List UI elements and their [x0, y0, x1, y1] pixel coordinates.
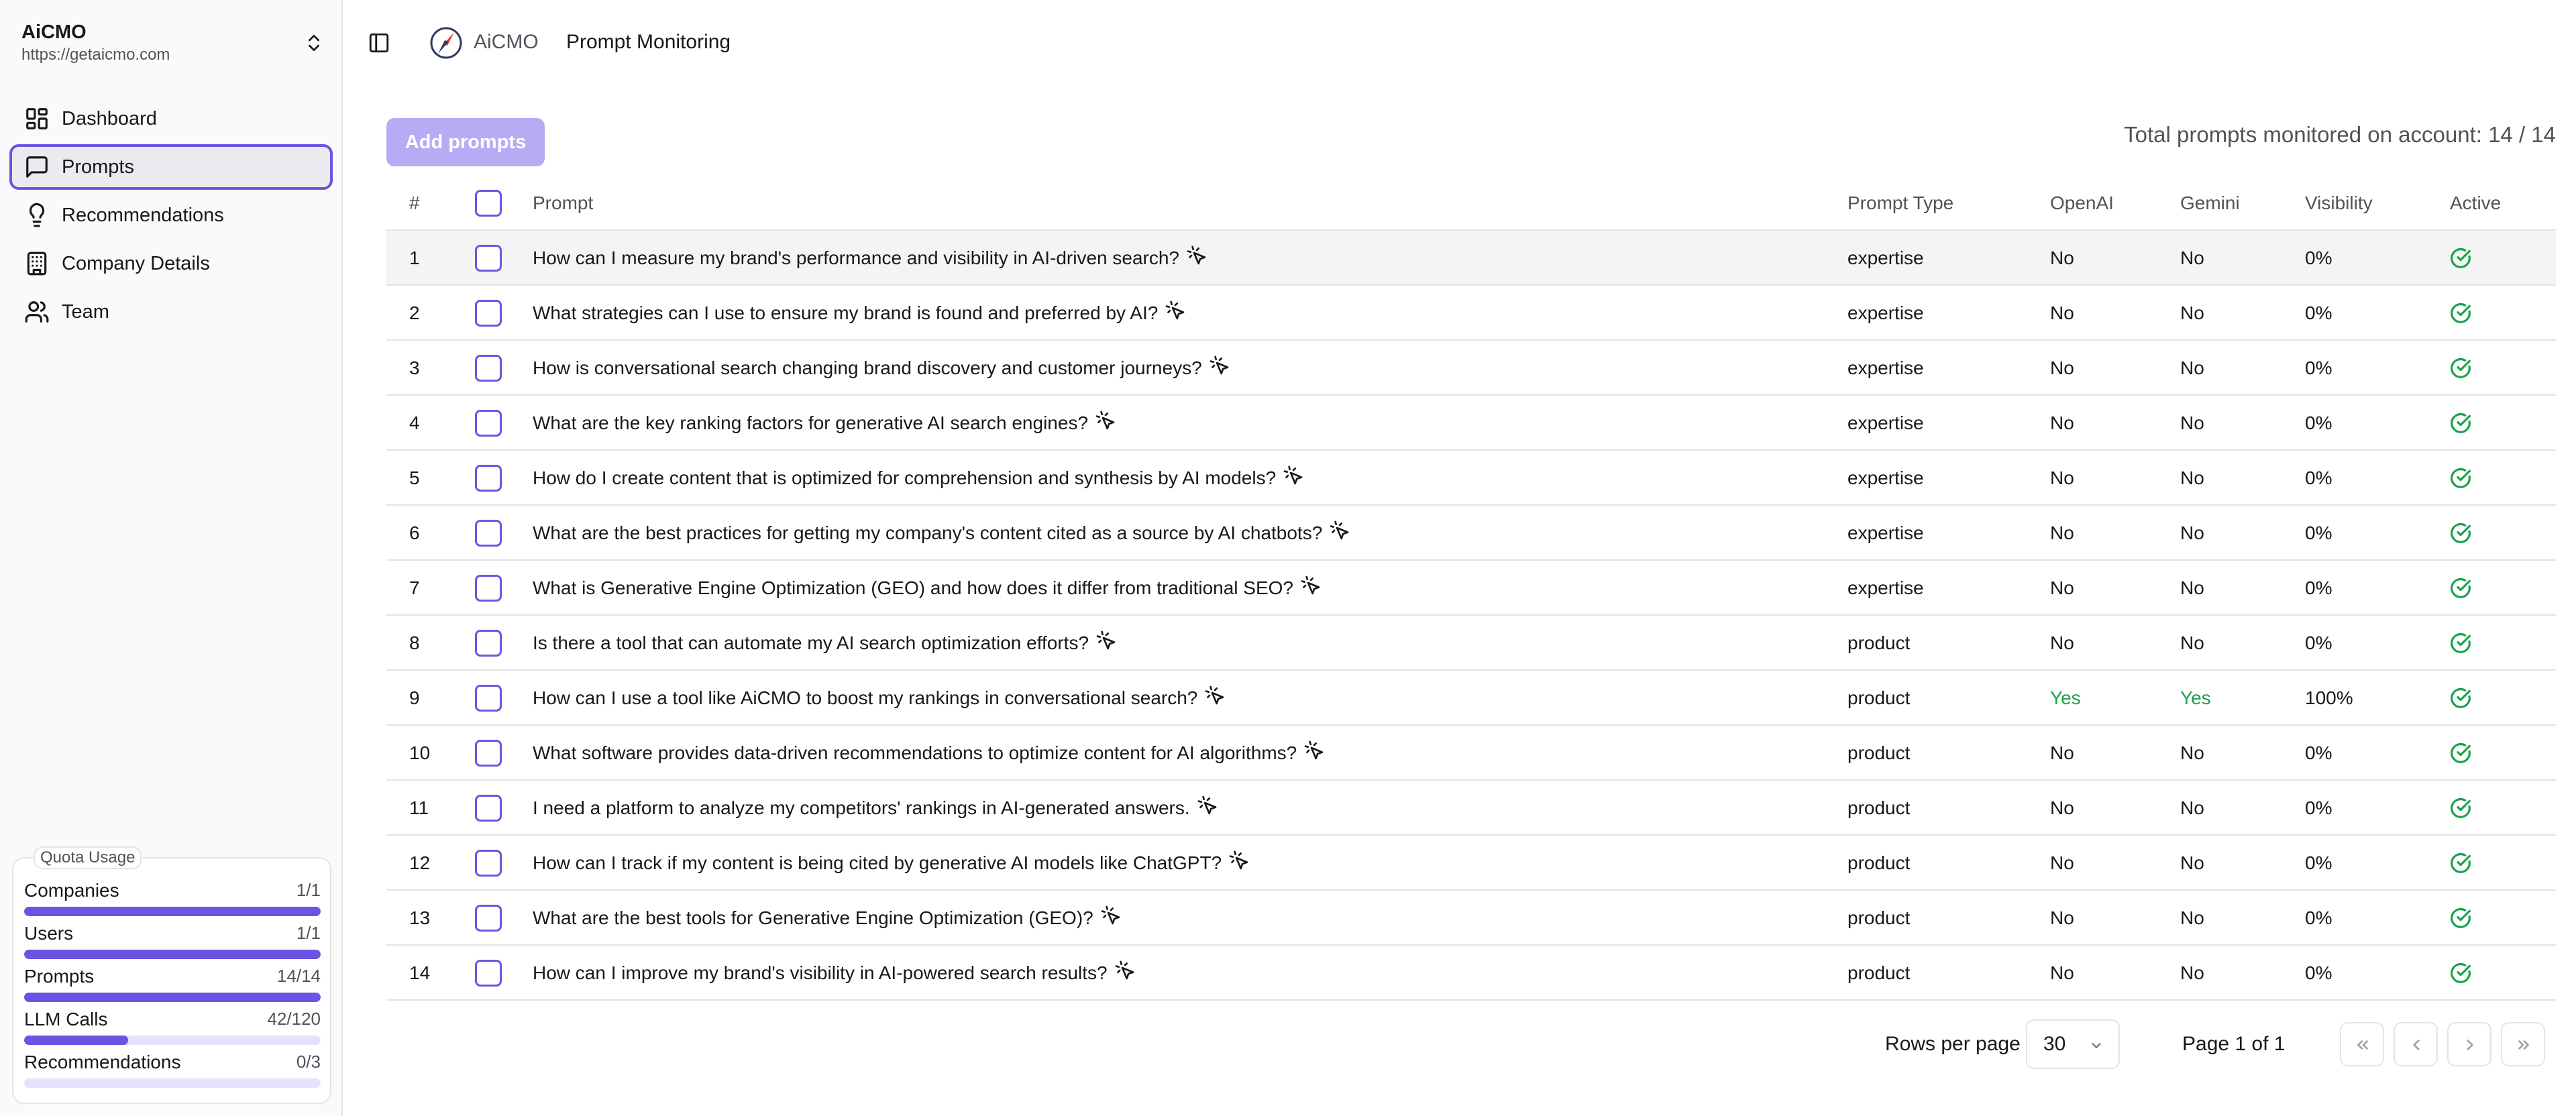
prompt-cell [533, 231, 1208, 286]
prompts-table [386, 176, 2556, 1001]
prompt-type-cell: expertise [1847, 247, 1924, 268]
quota-name: Companies [24, 880, 119, 901]
gemini-cell: No [2180, 412, 2204, 433]
gemini-cell: No [2180, 467, 2204, 488]
openai-cell: No [2050, 632, 2074, 653]
active-check-icon[interactable] [2450, 687, 2471, 709]
prompt-cell [533, 781, 1218, 836]
row-select-cell [475, 561, 502, 616]
row-checkbox[interactable] [475, 520, 502, 547]
openai-cell: No [2050, 357, 2074, 378]
table-row[interactable] [386, 781, 2556, 836]
row-number: 1 [409, 247, 420, 268]
active-check-icon[interactable] [2450, 742, 2471, 764]
active-check-icon[interactable] [2450, 797, 2471, 819]
page-title: Prompt Monitoring [566, 31, 731, 53]
prompt-type-cell: product [1847, 852, 1911, 873]
openai-cell: No [2050, 577, 2074, 598]
sparkle-icon [1283, 465, 1304, 486]
column-header-gemini[interactable]: Gemini [2180, 192, 2240, 213]
active-check-icon[interactable] [2450, 522, 2471, 544]
row-select-cell [475, 616, 502, 671]
chevrons-left-icon [2354, 1036, 2371, 1054]
row-select-cell [475, 231, 502, 286]
sidebar-item-label: Prompts [62, 156, 134, 178]
visibility-cell: 0% [2305, 632, 2332, 653]
users-icon [24, 299, 50, 325]
gemini-cell: No [2180, 522, 2204, 543]
prompt-type-cell: expertise [1847, 357, 1924, 378]
quota-name: LLM Calls [24, 1009, 108, 1029]
prompt-text: What are the key ranking factors for generative AI search engines? [533, 412, 1089, 433]
visibility-cell: 0% [2305, 357, 2332, 378]
active-check-icon[interactable] [2450, 907, 2471, 929]
row-checkbox[interactable] [475, 465, 502, 492]
prompt-type-cell: product [1847, 632, 1911, 653]
next-page-button[interactable] [2447, 1022, 2491, 1066]
sidebar-item-dashboard[interactable] [9, 96, 333, 142]
sidebar-item-label: Recommendations [62, 204, 224, 226]
openai-cell: No [2050, 907, 2074, 928]
row-select-cell [475, 781, 502, 836]
org-name: AiCMO [21, 21, 87, 43]
quota-progress-bar [24, 1036, 321, 1045]
sparkle-icon [1114, 960, 1136, 981]
active-check-icon[interactable] [2450, 467, 2471, 489]
column-header-visibility[interactable]: Visibility [2305, 192, 2373, 213]
prompt-cell [533, 341, 1230, 396]
prompt-type-cell: product [1847, 742, 1911, 763]
openai-cell: Yes [2050, 687, 2081, 708]
table-row[interactable] [386, 726, 2556, 781]
table-row[interactable] [386, 561, 2556, 616]
row-checkbox[interactable] [475, 905, 502, 932]
prompt-cell [533, 396, 1116, 451]
rows-per-page-label: Rows per page [1885, 1033, 2021, 1055]
row-number: 5 [409, 467, 420, 488]
top-bar [344, 0, 2576, 86]
row-number: 6 [409, 522, 420, 543]
prompt-text: What strategies can I use to ensure my brand is found and preferred by AI? [533, 302, 1159, 323]
sparkle-icon [1209, 355, 1230, 376]
row-select-cell [475, 451, 502, 506]
row-checkbox[interactable] [475, 740, 502, 767]
row-number: 10 [409, 742, 431, 763]
chevron-down-icon [2089, 1038, 2104, 1053]
prompt-text: What are the best practices for getting my company's content cited as a source by AI chatbots? [533, 522, 1323, 543]
row-checkbox[interactable] [475, 960, 502, 987]
quota-count: 1/1 [296, 923, 321, 943]
prompt-cell [533, 671, 1226, 726]
quota-count: 14/14 [276, 966, 321, 986]
quota-progress-bar [24, 1078, 321, 1088]
prompt-cell [533, 836, 1250, 891]
sidebar-item-label: Company Details [62, 252, 210, 274]
row-checkbox[interactable] [475, 575, 502, 602]
gemini-cell: Yes [2180, 687, 2211, 708]
row-number: 11 [409, 797, 429, 818]
prompt-type-cell: expertise [1847, 412, 1924, 433]
sparkle-icon [1228, 850, 1250, 871]
table-row[interactable] [386, 231, 2556, 286]
prompt-cell [533, 451, 1304, 506]
sidebar-item-label: Team [62, 300, 109, 323]
brand-name: AiCMO [474, 31, 539, 53]
prompt-text: How can I improve my brand's visibility in AI-powered search results? [533, 962, 1108, 983]
quota-item-llm-calls [24, 1009, 321, 1050]
previous-page-button[interactable] [2394, 1022, 2438, 1066]
visibility-cell: 0% [2305, 247, 2332, 268]
lightbulb-icon [24, 203, 50, 228]
active-check-icon[interactable] [2450, 302, 2471, 324]
gemini-cell: No [2180, 742, 2204, 763]
table-row[interactable] [386, 286, 2556, 341]
visibility-cell: 0% [2305, 797, 2332, 818]
table-row[interactable] [386, 891, 2556, 946]
sidebar-nav [9, 96, 333, 337]
sidebar-toggle-icon[interactable] [368, 32, 390, 54]
sidebar-item-company-details[interactable] [9, 241, 333, 286]
prompt-text: How can I measure my brand's performance and visibility in AI-driven search? [533, 247, 1179, 268]
prompt-type-cell: product [1847, 962, 1911, 983]
active-check-icon[interactable] [2450, 412, 2471, 434]
prompt-text: What software provides data-driven recommendations to optimize content for AI algorithms? [533, 742, 1297, 763]
openai-cell: No [2050, 522, 2074, 543]
quota-count: 0/3 [296, 1052, 321, 1072]
select-all-checkbox[interactable] [475, 190, 502, 217]
row-checkbox[interactable] [475, 685, 502, 712]
table-body [386, 231, 2556, 1001]
sidebar-item-prompts[interactable] [9, 144, 333, 190]
active-check-icon[interactable] [2450, 577, 2471, 599]
prompt-text: I need a platform to analyze my competitors' rankings in AI-generated answers. [533, 797, 1190, 818]
row-checkbox[interactable] [475, 245, 502, 272]
chevron-up-down-icon [303, 32, 325, 54]
row-select-cell [475, 506, 502, 561]
prompt-type-cell: expertise [1847, 577, 1924, 598]
table-header [386, 176, 2556, 231]
rows-per-page-select[interactable] [2026, 1019, 2120, 1069]
row-checkbox[interactable] [475, 300, 502, 327]
table-row[interactable] [386, 616, 2556, 671]
prompt-text: How do I create content that is optimized for comprehension and synthesis by AI models? [533, 467, 1277, 488]
row-number: 14 [409, 962, 431, 983]
prompt-text: Is there a tool that can automate my AI search optimization efforts? [533, 632, 1089, 653]
row-checkbox[interactable] [475, 355, 502, 382]
openai-cell: No [2050, 962, 2074, 983]
sparkle-icon [1204, 685, 1226, 706]
quota-name: Users [24, 923, 74, 944]
visibility-cell: 0% [2305, 742, 2332, 763]
quota-progress-fill [24, 950, 321, 959]
quota-item-recommendations [24, 1052, 321, 1093]
prompt-cell [533, 561, 1322, 616]
row-select-cell [475, 726, 502, 781]
active-check-icon[interactable] [2450, 632, 2471, 654]
row-select-cell [475, 836, 502, 891]
row-number: 9 [409, 687, 420, 708]
prompt-type-cell: product [1847, 687, 1911, 708]
row-select-cell [475, 396, 502, 451]
openai-cell: No [2050, 467, 2074, 488]
gemini-cell: No [2180, 852, 2204, 873]
column-header-openai[interactable]: OpenAI [2050, 192, 2114, 213]
prompt-text: What are the best tools for Generative Engine Optimization (GEO)? [533, 907, 1093, 928]
quota-progress-bar [24, 993, 321, 1002]
sparkle-icon [1100, 905, 1122, 926]
row-number: 4 [409, 412, 420, 433]
prompt-cell [533, 616, 1117, 671]
visibility-cell: 0% [2305, 302, 2332, 323]
prompt-text: How is conversational search changing brand discovery and customer journeys? [533, 357, 1202, 378]
chevron-left-icon [2408, 1036, 2425, 1054]
row-number: 2 [409, 302, 420, 323]
visibility-cell: 100% [2305, 687, 2353, 708]
add-prompts-button[interactable]: Add prompts [386, 118, 545, 166]
visibility-cell: 0% [2305, 522, 2332, 543]
gemini-cell: No [2180, 302, 2204, 323]
chevron-right-icon [2461, 1036, 2479, 1054]
openai-cell: No [2050, 742, 2074, 763]
prompt-text: How can I use a tool like AiCMO to boost my rankings in conversational search? [533, 687, 1198, 708]
row-number: 12 [409, 852, 431, 873]
gemini-cell: No [2180, 577, 2204, 598]
row-checkbox[interactable] [475, 850, 502, 877]
first-page-button[interactable] [2340, 1022, 2384, 1066]
column-header-prompt[interactable]: Prompt [533, 192, 594, 213]
row-number: 8 [409, 632, 420, 653]
prompt-type-cell: product [1847, 797, 1911, 818]
row-checkbox[interactable] [475, 410, 502, 437]
sparkle-icon [1095, 630, 1117, 651]
quota-name: Prompts [24, 966, 95, 987]
row-select-cell [475, 341, 502, 396]
quota-progress-fill [24, 907, 321, 916]
quota-usage-panel [12, 848, 331, 1104]
gemini-cell: No [2180, 357, 2204, 378]
row-select-cell [475, 671, 502, 726]
prompt-type-cell: expertise [1847, 467, 1924, 488]
gemini-cell: No [2180, 632, 2204, 653]
prompt-cell [533, 286, 1186, 341]
prompt-type-cell: expertise [1847, 302, 1924, 323]
openai-cell: No [2050, 247, 2074, 268]
quota-title: Quota Usage [34, 846, 142, 869]
prompt-type-cell: product [1847, 907, 1911, 928]
prompt-text: What is Generative Engine Optimization (GEO) and how does it differ from traditional SEO? [533, 577, 1293, 598]
sparkle-icon [1329, 520, 1350, 541]
column-header-prompt-type[interactable]: Prompt Type [1847, 192, 1954, 213]
sparkle-icon [1197, 795, 1218, 816]
prompt-text: How can I track if my content is being cited by generative AI models like ChatGPT? [533, 852, 1222, 873]
row-number: 7 [409, 577, 420, 598]
row-number: 13 [409, 907, 431, 928]
chevrons-right-icon [2515, 1036, 2532, 1054]
aicmo-logo-icon [427, 24, 465, 62]
row-checkbox[interactable] [475, 630, 502, 657]
active-check-icon[interactable] [2450, 357, 2471, 379]
visibility-cell: 0% [2305, 412, 2332, 433]
table-row[interactable] [386, 836, 2556, 891]
table-row[interactable] [386, 671, 2556, 726]
active-check-icon[interactable] [2450, 247, 2471, 269]
quota-count: 42/120 [267, 1009, 321, 1029]
quota-item-companies [24, 880, 321, 922]
table-row[interactable] [386, 506, 2556, 561]
gemini-cell: No [2180, 797, 2204, 818]
openai-cell: No [2050, 797, 2074, 818]
sidebar-item-label: Dashboard [62, 107, 157, 129]
prompt-cell [533, 891, 1122, 946]
quota-progress-bar [24, 950, 321, 959]
quota-progress-fill [24, 1036, 128, 1045]
sparkle-icon [1300, 575, 1322, 596]
quota-item-users [24, 923, 321, 964]
select-all-cell [475, 176, 502, 231]
sidebar [0, 0, 343, 1116]
org-url: https://getaicmo.com [21, 46, 170, 64]
gemini-cell: No [2180, 907, 2204, 928]
prompt-type-cell: expertise [1847, 522, 1924, 543]
dashboard-icon [24, 106, 50, 131]
total-prompts-label: Total prompts monitored on account: 14 / 14 [2124, 122, 2556, 147]
quota-progress-bar [24, 907, 321, 916]
active-check-icon[interactable] [2450, 852, 2471, 874]
sparkle-icon [1303, 740, 1325, 761]
prompt-cell [533, 506, 1350, 561]
row-select-cell [475, 286, 502, 341]
openai-cell: No [2050, 852, 2074, 873]
sidebar-item-recommendations[interactable] [9, 192, 333, 238]
row-select-cell [475, 946, 502, 1001]
visibility-cell: 0% [2305, 467, 2332, 488]
table-row[interactable] [386, 341, 2556, 396]
prompt-cell [533, 946, 1136, 1001]
rows-per-page-value: 30 [2043, 1033, 2066, 1055]
active-check-icon[interactable] [2450, 962, 2471, 984]
visibility-cell: 0% [2305, 907, 2332, 928]
table-row[interactable] [386, 396, 2556, 451]
quota-count: 1/1 [296, 880, 321, 900]
openai-cell: No [2050, 302, 2074, 323]
prompt-cell [533, 726, 1325, 781]
visibility-cell: 0% [2305, 577, 2332, 598]
table-row[interactable] [386, 451, 2556, 506]
last-page-button[interactable] [2501, 1022, 2545, 1066]
gemini-cell: No [2180, 962, 2204, 983]
quota-item-prompts [24, 966, 321, 1007]
openai-cell: No [2050, 412, 2074, 433]
quota-progress-fill [24, 993, 321, 1002]
sparkle-icon [1165, 300, 1186, 321]
sidebar-item-team[interactable] [9, 289, 333, 335]
column-header-active[interactable]: Active [2450, 192, 2502, 213]
table-row[interactable] [386, 946, 2556, 1001]
org-switcher[interactable] [21, 20, 325, 67]
column-header-number: # [409, 192, 420, 213]
visibility-cell: 0% [2305, 962, 2332, 983]
quota-name: Recommendations [24, 1052, 181, 1072]
building-icon [24, 251, 50, 276]
message-icon [24, 154, 50, 180]
sparkle-icon [1186, 245, 1208, 266]
gemini-cell: No [2180, 247, 2204, 268]
page-info: Page 1 of 1 [2182, 1033, 2286, 1055]
row-number: 3 [409, 357, 420, 378]
row-checkbox[interactable] [475, 795, 502, 822]
visibility-cell: 0% [2305, 852, 2332, 873]
row-select-cell [475, 891, 502, 946]
sparkle-icon [1095, 410, 1116, 431]
